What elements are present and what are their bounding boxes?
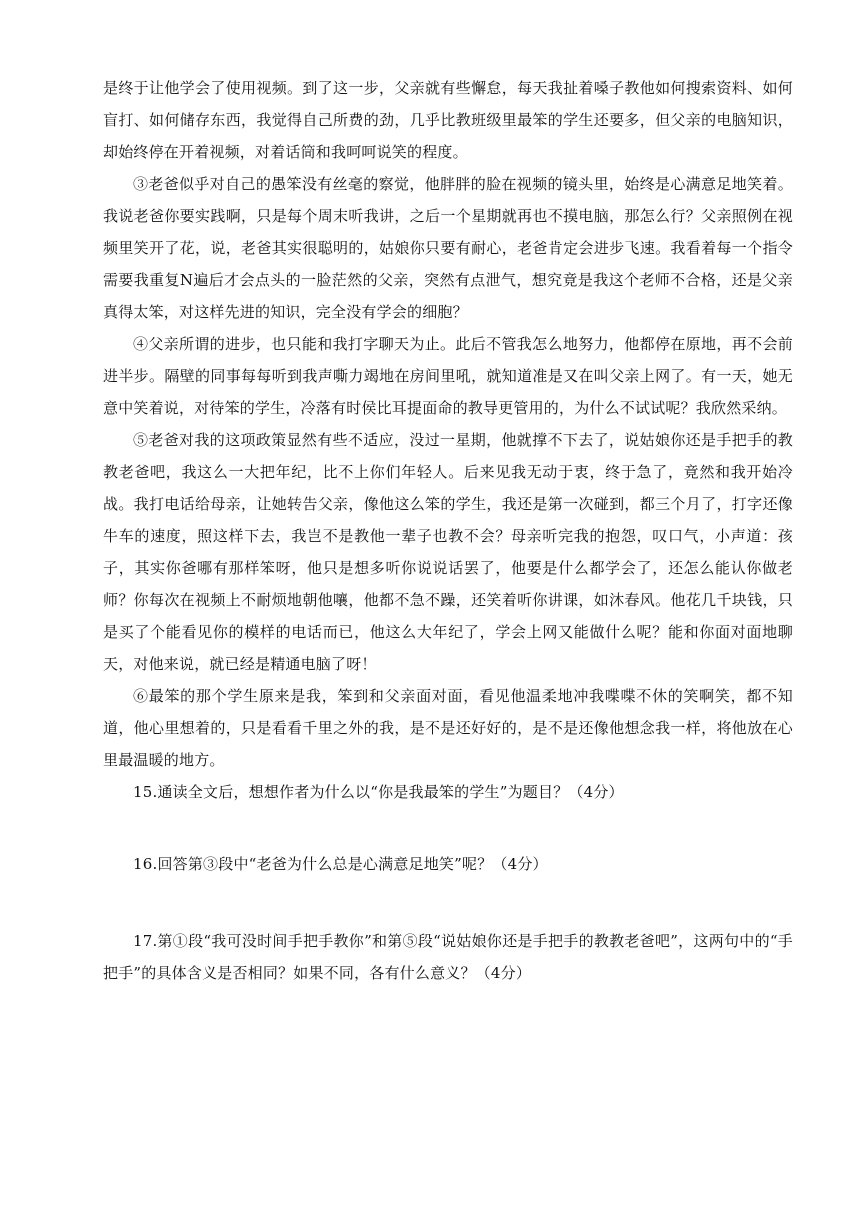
article-body	[103, 72, 793, 989]
question-17: 17.第①段“我可没时间手把手教你”和第⑤段“说姑娘你还是手把手的教教老爸吧”，这两句中的“手把手”的具体含义是否相同？如果不同，各有什么意义？（4分）	[103, 932, 793, 982]
paragraph-continued: 是终于让他学会了使用视频。到了这一步，父亲就有些懈怠，每天我扯着嗓子教他如何搜索资料、如何盲打、如何储存东西，我觉得自己所费的劲，几乎比教班级里最笨的学生还要多，但父亲的电脑知识，却始终停在开着视频，对着话筒和我呵呵说笑的程度。	[103, 79, 793, 161]
question-15: 15.通读全文后，想想作者为什么以“你是我最笨的学生”为题目？（4分）	[133, 783, 624, 801]
paragraph-5: ⑤老爸对我的这项政策显然有些不适应，没过一星期，他就撑不下去了，说姑娘你还是手把手的教教老爸吧，我这么一大把年纪，比不上你们年轻人。后来见我无动于衷，终于急了，竟然和我开始冷战。我打电话给母亲，让她转告父亲，像他这么笨的学生，我还是第一次碰到，都三个月了，打字还像牛车的速度，照这样下去，我岂不是教他一辈子也教不会？母亲听完我的抱怨，叹口气，小声道：孩子，其实你爸哪有那样笨呀，他只是想多听你说说话罢了，他要是什么都学会了，还怎么能认你做老师？你每次在视频上不耐烦地朝他嚷，他都不急不躁，还笑着听你讲课，如沐春风。他花几千块钱，只是买了个能看见你的模样的电话而已，他这么大年纪了，学会上网又能做什么呢？能和你面对面地聊天，对他来说，就已经是精通电脑了呀！	[103, 431, 793, 673]
question-16: 16.回答第③段中“老爸为什么总是心满意足地笑”呢？（4分）	[133, 855, 548, 873]
paragraph-3: ③老爸似乎对自己的愚笨没有丝毫的察觉，他胖胖的脸在视频的镜头里，始终是心满意足地笑着。我说老爸你要实践啊，只是每个周末听我讲，之后一个星期就再也不摸电脑，那怎么行？父亲照例在视频里笑开了花，说，老爸其实很聪明的，姑娘你只要有耐心，老爸肯定会进步飞速。我看着每一个指令需要我重复N遍后才会点头的一脸茫然的父亲，突然有点泄气，想究竟是我这个老师不合格，还是父亲真得太笨，对这样先进的知识，完全没有学会的细胞？	[103, 175, 793, 321]
paragraph-6: ⑥最笨的那个学生原来是我，笨到和父亲面对面，看见他温柔地冲我喋喋不休的笑啊笑，都不知道，他心里想着的，只是看看千里之外的我，是不是还好好的，是不是还像他想念我一样，将他放在心里最温暖的地方。	[103, 687, 793, 769]
paragraph-4: ④父亲所谓的进步，也只能和我打字聊天为止。此后不管我怎么地努力，他都停在原地，再不会前进半步。隔壁的同事每每听到我声嘶力竭地在房间里吼，就知道准是又在叫父亲上网了。有一天，她无意中笑着说，对待笨的学生，冷落有时侯比耳提面命的教导更管用的，为什么不试试呢？我欣然采纳。	[103, 335, 793, 417]
